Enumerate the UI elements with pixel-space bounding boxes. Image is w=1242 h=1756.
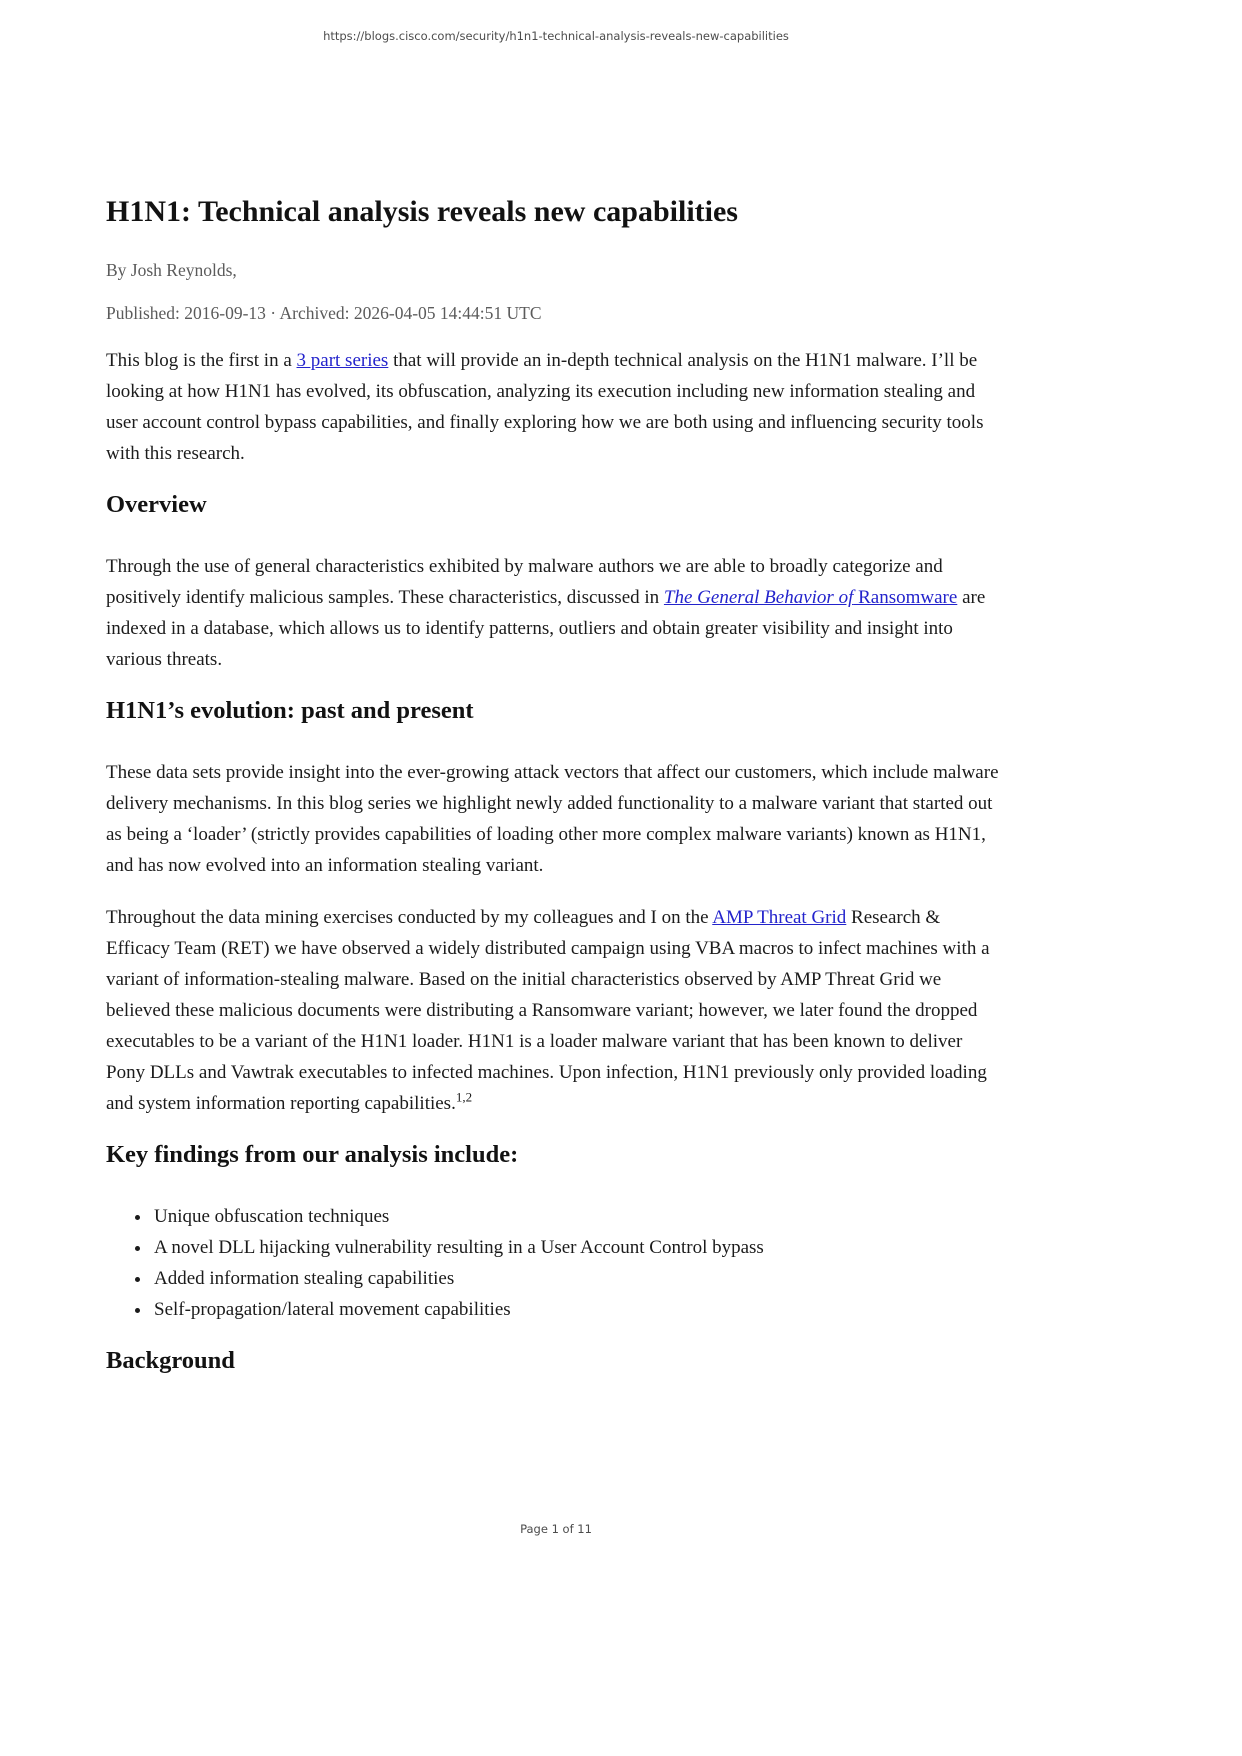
overview-paragraph: [106, 551, 1006, 675]
evolution-text-post: Research & Efficacy Team (RET) we have observed a widely distributed campaign using VBA macros to infect machines with a variant of information-stealing malware. Based on the initial characteristics observed by AMP Threat Grid we believed these malicious documents were distributing a Ransomware variant; however, we later found the dropped executables to be a variant of the H1N1 loader. H1N1 is a loader malware variant that has been known to deliver Pony DLLs and Vawtrak executables to infected machines. Upon infection, H1N1 previously only provided loading and system information reporting capabilities.: [106, 907, 990, 1114]
evolution-heading: H1N1’s evolution: past and present: [106, 697, 474, 724]
overview-heading: Overview: [106, 491, 207, 518]
general-behavior-of-ransomware-link[interactable]: [664, 587, 957, 608]
intro-paragraph: [106, 345, 1006, 469]
print-header-url: https://blogs.cisco.com/security/h1n1-technical-analysis-reveals-new-capabilities: [323, 29, 789, 43]
key-findings-heading: Key findings from our analysis include:: [106, 1141, 519, 1168]
three-part-series-link[interactable]: 3 part series: [296, 350, 389, 371]
footnote-references: 1,2: [455, 1089, 473, 1105]
overview-text-post: are indexed in a database, which allows us to identify patterns, outliers and obtain greater visibility and insight into various threats.: [106, 587, 986, 670]
byline: By Josh Reynolds,: [106, 260, 237, 280]
evolution-paragraph-1: These data sets provide insight into the ever-growing attack vectors that affect our customers, which include malware delivery mechanisms. In this blog series we highlight newly added functionality to a malware variant that started out as being a ‘loader’ (strictly provides capabilities of loading other more complex malware variants) known as H1N1, and has now evolved into an information stealing variant.: [106, 762, 999, 876]
article-content: [106, 0, 1006, 1407]
list-item: • Added information stealing capabilities: [152, 1263, 1006, 1294]
list-item: • A novel DLL hijacking vulnerability resulting in a User Account Control bypass: [152, 1232, 1006, 1263]
page-number: Page 1 of 11: [520, 1522, 592, 1536]
evolution-paragraph-2: [106, 902, 1006, 1119]
page-title: H1N1: Technical analysis reveals new capabilities: [106, 195, 738, 228]
background-heading: Background: [106, 1347, 235, 1374]
amp-threat-grid-link[interactable]: AMP Threat Grid: [712, 907, 847, 928]
intro-text-post: that will provide an in-depth technical analysis on the H1N1 malware. I’ll be looking at how H1N1 has evolved, its obfuscation, analyzing its execution including new information stealing and user account control bypass capabilities, and finally exploring how we are both using and influencing security tools with this research.: [106, 350, 984, 464]
overview-text-pre: Through the use of general characteristics exhibited by malware authors we are able to broadly categorize and positively identify malicious samples. These characteristics, discussed in: [106, 556, 943, 608]
evolution-text-pre: Throughout the data mining exercises conducted by my colleagues and I on the: [106, 907, 713, 928]
link-text-italic: The General Behavior of: [663, 587, 854, 608]
list-item: • Unique obfuscation techniques: [152, 1201, 1006, 1232]
link-text-regular: Ransomware: [853, 587, 958, 608]
intro-text-pre: This blog is the first in a: [106, 350, 297, 371]
key-findings-list: [106, 1201, 1006, 1325]
published-archived-line: Published: 2016-09-13 · Archived: 2026-04-05 14:44:51 UTC: [106, 303, 542, 323]
list-item: • Self-propagation/lateral movement capabilities: [152, 1294, 1006, 1325]
